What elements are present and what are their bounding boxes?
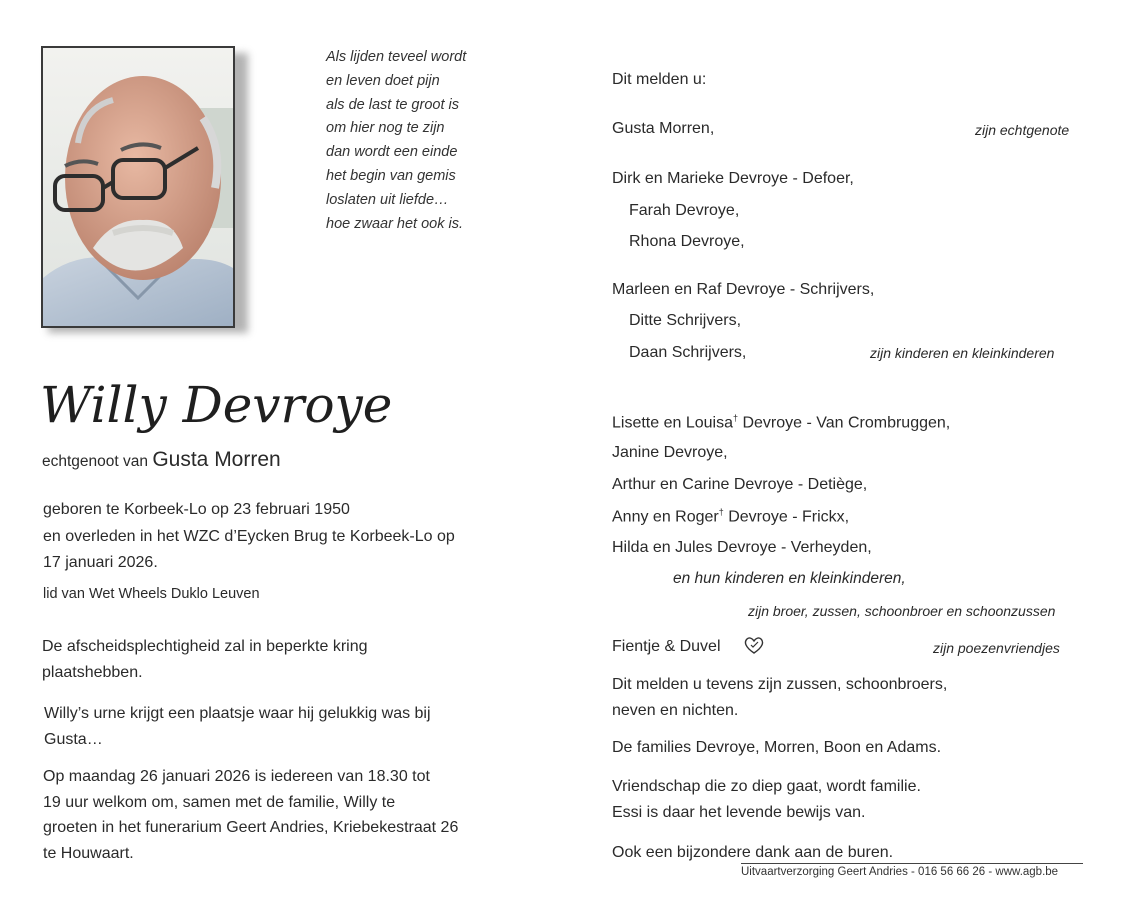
poem-line: als de last te groot is [326,96,459,113]
paragraph-line: Vriendschap die zo diep gaat, wordt familie. [612,778,921,795]
child-entry: Marleen en Raf Devroye - Schrijvers, [612,281,875,298]
deceased-name-signature [38,360,393,450]
sibling-entry: Janine Devroye, [612,444,728,461]
poem [326,46,466,236]
child-entry: Dirk en Marieke Devroye - Defoer, [612,170,854,187]
pets-tag: zijn poezenvriendjes [933,640,1060,656]
club-membership: lid van Wet Wheels Duklo Leuven [43,586,260,602]
paragraph-line: neven en nichten. [612,701,739,719]
footer-divider [741,863,1083,864]
poem-line: Als lijden teveel wordt [326,49,467,65]
children-tag: zijn kinderen en kleinkinderen [870,345,1055,361]
spouse-entry: Gusta Morren, [612,120,715,137]
bio-line: en overleden in het WZC d’Eycken Brug te Korbeek-Lo op [43,527,455,545]
deceased-name: Willy Devroye [40,376,393,434]
poem-line: en leven doet pijn [326,72,440,89]
sibling-tag: zijn broer, zussen, schoonbroer en schoonzussen [748,603,1056,619]
cat-heart-icon [743,635,765,655]
sibling-name: Lisette en Louisa [612,414,733,432]
poem-line: dan wordt een einde [326,144,458,161]
announce-intro: Dit melden u: [612,71,707,88]
paragraph-line: Willy’s urne krijgt een plaatsje waar hij gelukkig was bij [44,705,431,722]
sibling-entry [612,413,950,432]
paragraph-line: te Houwaart. [43,844,134,862]
bio-line: 17 januari 2026. [43,554,158,571]
sibling-entry: Arthur en Carine Devroye - Detiège, [612,476,868,493]
also-announce [612,672,947,723]
funeral-director-footer: Uitvaartverzorging Geert Andries - 016 56 66 26 - www.agb.be [741,866,1059,878]
deceased-cross: † [732,413,738,423]
bio-line: geboren te Korbeek-Lo op 23 februari 1950 [43,501,350,518]
paragraph-line: Gusta… [44,730,103,748]
sibling-name: Devroye - Frickx, [723,508,850,526]
biography [43,497,455,577]
thanks-line: Ook een bijzondere dank aan de buren. [612,844,894,861]
grandchild-entry: Farah Devroye, [629,202,740,219]
spouse-prefix: echtgenoot van [42,453,149,470]
grandchild-entry: Ditte Schrijvers, [629,312,742,329]
pets-entry: Fientje & Duvel [612,638,721,655]
sibling-entry [612,507,849,526]
sibling-entry: Hilda en Jules Devroye - Verheyden, [612,539,872,556]
paragraph-line: plaatshebben. [42,663,143,681]
portrait-photo [41,46,235,328]
visitation-paragraph [43,764,458,866]
paragraph-line: groeten in het funerarium Geert Andries, Kriebekestraat 26 [43,819,459,836]
poem-line: hoe zwaar het ook is. [326,215,464,232]
paragraph-line: De afscheidsplechtigheid zal in beperkte kring [42,638,368,655]
sibling-name: Devroye - Van Crombruggen, [738,414,951,432]
spouse-name: Gusta Morren [152,448,281,471]
deceased-cross: † [718,507,724,517]
grandchild-entry: Daan Schrijvers, [629,344,747,361]
ceremony-paragraph [42,634,368,685]
paragraph-line: 19 uur welkom om, samen met de familie, Willy te [43,793,396,811]
poem-line: het begin van gemis [326,167,456,184]
portrait-illustration [43,48,233,326]
sibling-name: Anny en Roger [612,508,719,526]
friendship-paragraph [612,774,921,825]
paragraph-line: Essi is daar het levende bewijs van. [612,803,866,821]
sibling-children: en hun kinderen en kleinkinderen, [673,570,906,587]
poem-line: loslaten uit liefde… [326,191,449,208]
spouse-tag: zijn echtgenote [975,122,1070,138]
spouse-line [42,448,281,472]
families-line: De families Devroye, Morren, Boon en Adams. [612,739,942,756]
paragraph-line: Op maandag 26 januari 2026 is iedereen van 18.30 tot [43,768,430,785]
paragraph-line: Dit melden u tevens zijn zussen, schoonbroers, [612,676,948,693]
grandchild-entry: Rhona Devroye, [629,233,745,250]
poem-line: om hier nog te zijn [326,120,445,137]
urn-paragraph [44,701,431,752]
